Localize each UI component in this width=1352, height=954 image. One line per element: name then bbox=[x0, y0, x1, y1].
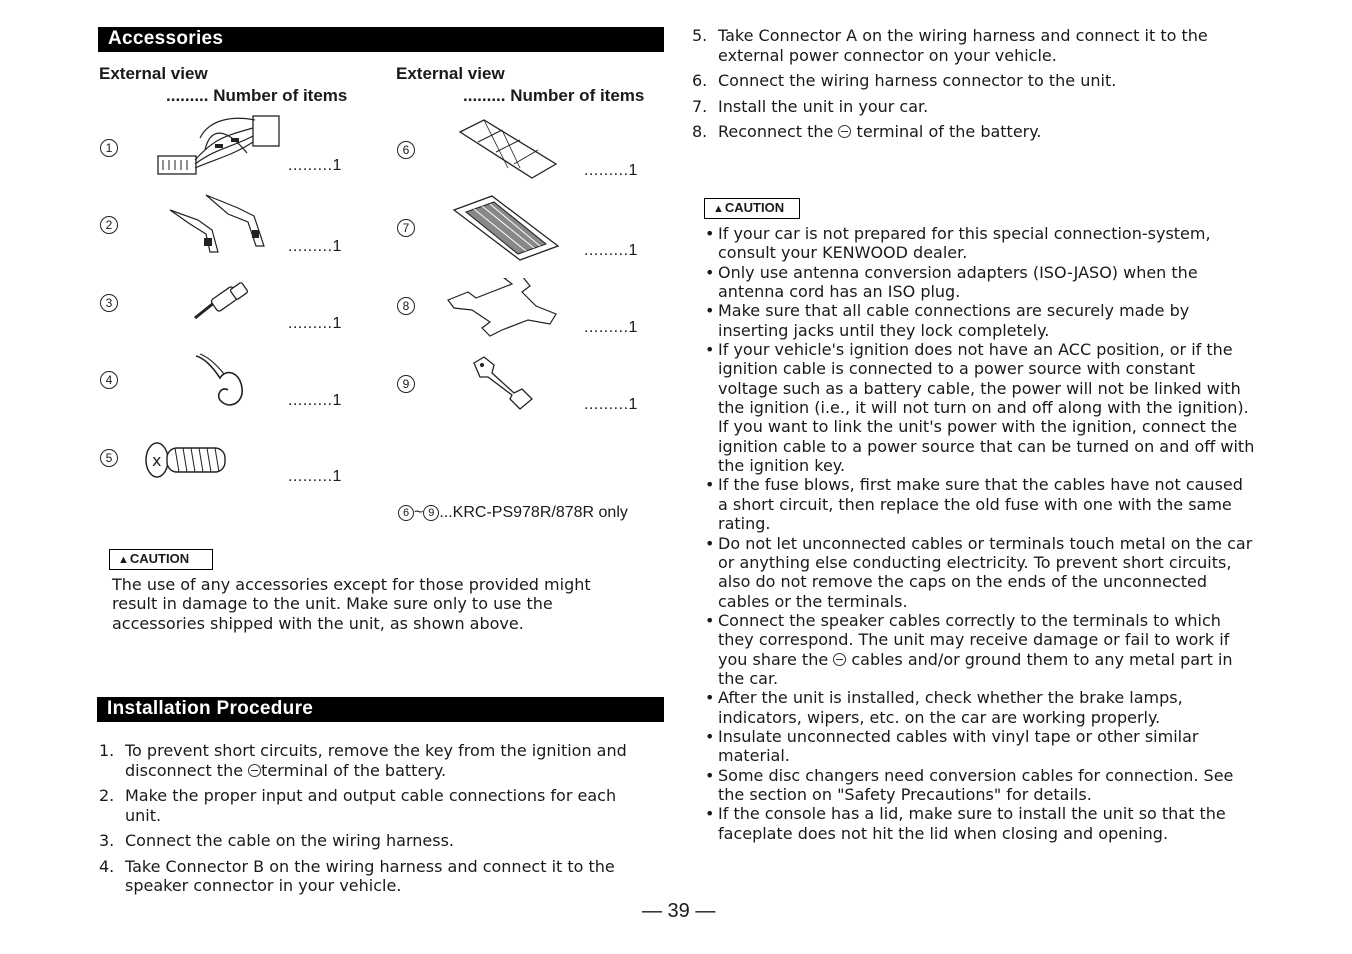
minus-terminal-icon bbox=[248, 764, 261, 777]
warning-triangle-icon: ▲ bbox=[713, 203, 724, 215]
step-text: Connect the wiring harness connector to the unit. bbox=[718, 71, 1117, 90]
note-text: ...KRC-PS978R/878R only bbox=[439, 504, 628, 521]
minus-terminal-icon bbox=[833, 653, 846, 666]
step-text: To prevent short circuits, remove the key from the ignition and disconnect the bbox=[125, 741, 627, 780]
item-count: .........1 bbox=[584, 242, 638, 259]
item-count: .........1 bbox=[288, 315, 342, 332]
note-from-number: 6 bbox=[398, 505, 414, 521]
accessories-title: Accessories bbox=[108, 28, 224, 49]
caution-badge bbox=[109, 549, 213, 570]
bullet: • bbox=[705, 765, 715, 785]
item-number: 8 bbox=[397, 297, 415, 315]
accessories-title-bar bbox=[98, 27, 664, 52]
pad-sheet-icon bbox=[452, 194, 562, 264]
model-note bbox=[398, 504, 628, 522]
bracket-plate-icon bbox=[446, 278, 566, 338]
item-count: .........1 bbox=[288, 157, 342, 174]
note-tilde: ~ bbox=[414, 504, 424, 521]
item-number: 5 bbox=[100, 449, 118, 467]
step-item bbox=[692, 122, 1252, 142]
caution-item bbox=[705, 475, 1257, 533]
item-count: .........1 bbox=[288, 468, 342, 485]
installation-title: Installation Procedure bbox=[107, 698, 314, 719]
warning-triangle-icon: ▲ bbox=[118, 554, 129, 566]
screw-icon bbox=[143, 440, 233, 480]
step-text: Take Connector A on the wiring harness and connect it to the external power connector on your vehicle. bbox=[718, 26, 1208, 65]
item-count: .........1 bbox=[584, 319, 638, 336]
page-number: — 39 — bbox=[642, 900, 716, 922]
antenna-adapter-icon bbox=[190, 280, 260, 325]
step-item bbox=[99, 741, 644, 780]
caution-item-text: If the console has a lid, make sure to install the unit so that the faceplate does not hit the lid when closing and opening. bbox=[718, 804, 1226, 843]
step-number: 1. bbox=[99, 741, 115, 760]
caution-badge bbox=[704, 198, 800, 219]
bullet: • bbox=[705, 262, 715, 282]
note-to-number: 9 bbox=[423, 505, 439, 521]
caution-item-text: Only use antenna conversion adapters (ISO-JASO) when the antenna cord has an ISO plug. bbox=[718, 262, 1198, 302]
item-number: 9 bbox=[397, 375, 415, 393]
caution-item bbox=[705, 688, 1257, 727]
caution-item-text: Insulate unconnected cables with vinyl tape or other similar material. bbox=[718, 726, 1199, 766]
item-number: 2 bbox=[100, 216, 118, 234]
step-text: terminal of the battery. bbox=[851, 122, 1042, 141]
hook-icon bbox=[192, 352, 252, 412]
bullet: • bbox=[705, 301, 715, 321]
item-count: .........1 bbox=[584, 396, 638, 413]
bullet: • bbox=[705, 533, 715, 553]
item-count: .........1 bbox=[584, 162, 638, 179]
step-text: Reconnect the bbox=[718, 122, 839, 141]
item-number: 4 bbox=[100, 371, 118, 389]
caution-item bbox=[705, 611, 1257, 688]
step-text: terminal of the battery. bbox=[261, 760, 447, 780]
bullet: • bbox=[705, 340, 715, 360]
step-text: Connect the cable on the wiring harness. bbox=[125, 831, 454, 850]
step-number: 8. bbox=[692, 122, 708, 141]
step-item bbox=[99, 786, 644, 825]
minus-terminal-icon bbox=[838, 125, 851, 138]
step-number: 2. bbox=[99, 786, 115, 805]
caution-item bbox=[705, 727, 1257, 766]
installation-steps-left bbox=[99, 741, 644, 902]
step-number: 4. bbox=[99, 856, 115, 876]
caution-item-text: Some disc changers need conversion cables for connection. See the section on "Safety Precautions" for details. bbox=[718, 765, 1234, 804]
item-number: 7 bbox=[397, 219, 415, 237]
installation-title-bar bbox=[97, 697, 664, 722]
caution-item-text: cables and/or ground them to any metal part in the car. bbox=[718, 649, 1233, 688]
caution-item bbox=[705, 224, 1257, 263]
step-item bbox=[99, 857, 644, 896]
step-item bbox=[99, 831, 644, 851]
caution-item-text: Make sure that all cable connections are securely made by inserting jacks until they lock completely. bbox=[718, 301, 1190, 340]
svg-text:x: x bbox=[152, 451, 162, 470]
wiring-harness-icon bbox=[155, 108, 295, 183]
accessories-caution-text: The use of any accessories except for those provided might result in damage to the unit. Make sure only to use the accessories shipped with the unit, as shown above. bbox=[112, 575, 591, 633]
caution-item bbox=[705, 766, 1257, 805]
caution-item-text: If the fuse blows, first make sure that the cables have not caused a short circuit, then replace the old fuse with one with the same rating. bbox=[718, 475, 1243, 534]
extraction-keys-icon bbox=[168, 190, 278, 260]
caution-item-text: After the unit is installed, check whether the brake lamps, indicators, wipers, etc. on the car are working properly. bbox=[718, 688, 1183, 727]
caution-item bbox=[705, 804, 1257, 843]
step-number: 7. bbox=[692, 96, 708, 116]
bullet: • bbox=[705, 475, 715, 495]
step-item bbox=[692, 97, 1252, 117]
caution-item bbox=[705, 301, 1257, 340]
item-number: 3 bbox=[100, 294, 118, 312]
step-item bbox=[692, 71, 1252, 91]
caution-label: CAUTION bbox=[129, 551, 190, 566]
item-number: 1 bbox=[100, 139, 118, 157]
step-text: Install the unit in your car. bbox=[718, 96, 929, 116]
bullet: • bbox=[705, 726, 715, 746]
bullet: • bbox=[705, 804, 715, 824]
caution-item bbox=[705, 340, 1257, 475]
caution-label: CAUTION bbox=[724, 200, 785, 215]
column-header-number-left: ......... Number of items bbox=[166, 86, 348, 105]
caution-item bbox=[705, 534, 1257, 611]
step-number: 6. bbox=[692, 71, 708, 90]
item-number: 6 bbox=[397, 141, 415, 159]
item-count: .........1 bbox=[288, 238, 342, 255]
bullet: • bbox=[705, 688, 715, 708]
terminal-icon bbox=[470, 355, 540, 415]
bullet: • bbox=[705, 610, 715, 630]
column-header-number-right: ......... Number of items bbox=[463, 86, 645, 105]
caution-item-text: If your vehicle's ignition does not have an ACC position, or if the ignition cable is connected to a power source with constant voltage such as a battery cable, the power will not be linked with the ignition (i.e., it will not turn on and off along with the ignition). If you want to link the unit's power with the ignition, connect the ignition cable to a power source that can be turned on and off with the ignition key. bbox=[718, 340, 1255, 476]
caution-item-text: Connect the speaker cables correctly to the terminals to which they correspond. The unit may receive damage or fail to work if you share the bbox=[718, 610, 1230, 669]
step-item bbox=[692, 26, 1252, 65]
column-header-external-view-right: External view bbox=[396, 64, 505, 83]
installation-steps-right bbox=[692, 26, 1252, 148]
caution-item bbox=[705, 263, 1257, 302]
caution-bullet-list bbox=[705, 224, 1257, 843]
sticker-sheet-icon bbox=[458, 118, 558, 183]
column-header-external-view-left: External view bbox=[99, 64, 208, 83]
bullet: • bbox=[705, 224, 715, 243]
step-text: Take Connector B on the wiring harness and connect it to the speaker connector in your vehicle. bbox=[125, 856, 615, 895]
item-count: .........1 bbox=[288, 392, 342, 409]
step-number: 3. bbox=[99, 831, 115, 850]
step-number: 5. bbox=[692, 26, 708, 45]
caution-item-text: Do not let unconnected cables or terminals touch metal on the car or anything else conducting electricity. To prevent short circuits, also do not remove the caps on the ends of the unconnected cables or the terminals. bbox=[718, 533, 1253, 611]
caution-item-text: If your car is not prepared for this special connection-system, consult your KENWOOD dealer. bbox=[718, 224, 1211, 263]
step-text: Make the proper input and output cable connections for each unit. bbox=[125, 786, 617, 825]
